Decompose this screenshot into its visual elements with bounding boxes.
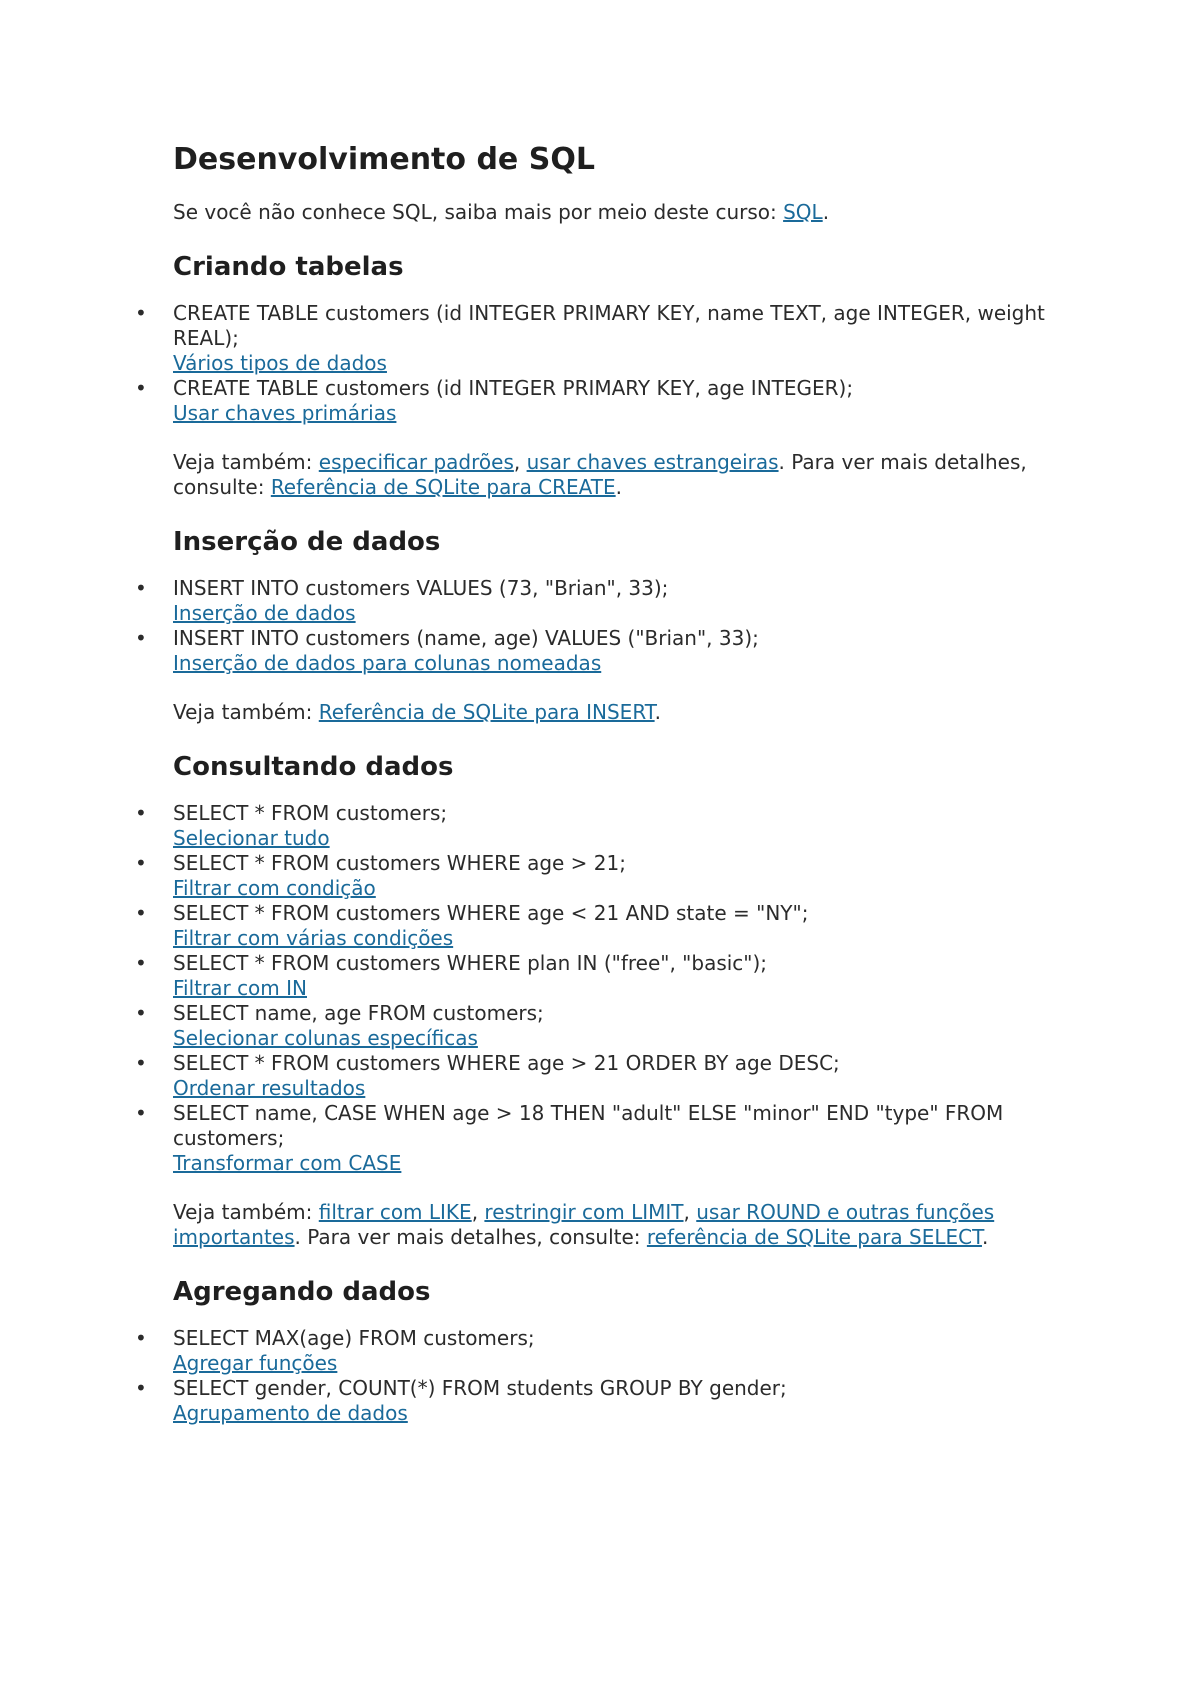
list-item [135,1051,1053,1101]
see-also-end: . [654,700,661,724]
link-selecionar-colunas[interactable]: Selecionar colunas específicas [173,1026,478,1050]
bullet-icon: • [135,1051,147,1075]
link-transformar-com-case[interactable]: Transformar com CASE [173,1151,402,1175]
link-varios-tipos-de-dados[interactable]: Vários tipos de dados [173,351,387,375]
list-item [135,951,1053,1001]
list-item [135,376,1053,426]
list-item [135,1001,1053,1051]
heading-insercao-de-dados: Inserção de dados [173,527,441,557]
link-especificar-padroes[interactable]: especificar padrões [318,450,514,474]
see-also-middle: . Para ver mais detalhes, consulte: [294,1225,647,1249]
list-item [135,851,1053,901]
bullet-icon: • [135,1001,147,1025]
link-filtrar-com-condicao[interactable]: Filtrar com condição [173,876,376,900]
link-usar-chaves-estrangeiras[interactable]: usar chaves estrangeiras [526,450,779,474]
see-also-end: . [981,1225,989,1249]
link-agregar-funcoes[interactable]: Agregar funções [173,1351,338,1375]
sql-code: SELECT name, age FROM customers; [173,1001,544,1025]
bullet-icon: • [135,301,147,325]
see-also-prefix: Veja também: [173,1200,319,1224]
list-consultando-dados [135,801,1053,1176]
link-usar-round[interactable]: usar ROUND e outras funções importantes [173,1200,995,1249]
bullet-icon: • [135,376,147,400]
list-item [135,576,1053,626]
see-also-insert [173,700,1053,725]
document-page [135,142,1053,1426]
link-insercao-colunas-nomeadas[interactable]: Inserção de dados para colunas nomeadas [173,651,602,675]
link-filtrar-varias-condicoes[interactable]: Filtrar com várias condições [173,926,454,950]
sql-code: SELECT * FROM customers; [173,801,448,825]
sql-code: SELECT * FROM customers WHERE age < 21 AND state = "NY"; [173,901,809,925]
list-item [135,1376,1053,1426]
bullet-icon: • [135,626,147,650]
sql-course-link[interactable]: SQL [783,200,823,224]
link-restringir-com-limit[interactable]: restringir com LIMIT [484,1200,684,1224]
see-also-middle: . Para ver mais detalhes, consulte: [173,450,1027,499]
sql-code: SELECT name, CASE WHEN age > 18 THEN "adult" ELSE "minor" END "type" FROM customers; [173,1101,1004,1150]
bullet-icon: • [135,1326,147,1350]
list-criando-tabelas [135,301,1053,426]
link-filtrar-com-in[interactable]: Filtrar com IN [173,976,307,1000]
sql-code: SELECT MAX(age) FROM customers; [173,1326,535,1350]
list-item [135,801,1053,851]
see-also-create [173,450,1053,500]
separator: , [513,450,527,474]
link-ordenar-resultados[interactable]: Ordenar resultados [173,1076,366,1100]
see-also-prefix: Veja também: [173,450,319,474]
heading-agregando-dados: Agregando dados [173,1277,431,1307]
list-item [135,1101,1053,1176]
link-agrupamento-de-dados[interactable]: Agrupamento de dados [173,1401,408,1425]
sql-code: SELECT * FROM customers WHERE plan IN ("free", "basic"); [173,951,768,975]
heading-consultando-dados: Consultando dados [173,752,454,782]
intro-end: . [822,200,830,224]
heading-criando-tabelas: Criando tabelas [173,252,404,282]
separator: , [471,1200,485,1224]
bullet-icon: • [135,801,147,825]
bullet-icon: • [135,901,147,925]
link-filtrar-com-like[interactable]: filtrar com LIKE [318,1200,472,1224]
list-item [135,301,1053,376]
list-item [135,626,1053,676]
separator: , [683,1200,697,1224]
page-title: Desenvolvimento de SQL [173,142,595,177]
see-also-end: . [615,475,623,499]
list-insercao-de-dados [135,576,1053,676]
sql-code: INSERT INTO customers VALUES (73, "Brian", 33); [173,576,669,600]
sql-code: INSERT INTO customers (name, age) VALUES ("Brian", 33); [173,626,759,650]
sql-code: CREATE TABLE customers (id INTEGER PRIMARY KEY, age INTEGER); [173,376,854,400]
bullet-icon: • [135,1376,147,1400]
link-insercao-de-dados[interactable]: Inserção de dados [173,601,356,625]
intro-paragraph [173,200,1053,225]
list-item [135,901,1053,951]
bullet-icon: • [135,851,147,875]
sql-code: CREATE TABLE customers (id INTEGER PRIMARY KEY, name TEXT, age INTEGER, weight REAL); [173,301,1045,350]
list-agregando-dados [135,1326,1053,1426]
link-usar-chaves-primarias[interactable]: Usar chaves primárias [173,401,397,425]
see-also-select [173,1200,1053,1250]
link-referencia-sqlite-insert[interactable]: Referência de SQLite para INSERT [318,700,655,724]
sql-code: SELECT * FROM customers WHERE age > 21; [173,851,626,875]
bullet-icon: • [135,576,147,600]
list-item [135,1326,1053,1376]
see-also-prefix: Veja também: [173,700,319,724]
bullet-icon: • [135,951,147,975]
intro-text: Se você não conhece SQL, saiba mais por meio deste curso: [173,200,784,224]
sql-code: SELECT * FROM customers WHERE age > 21 ORDER BY age DESC; [173,1051,840,1075]
bullet-icon: • [135,1101,147,1125]
sql-code: SELECT gender, COUNT(*) FROM students GROUP BY gender; [173,1376,787,1400]
link-selecionar-tudo[interactable]: Selecionar tudo [173,826,330,850]
link-referencia-sqlite-select[interactable]: referência de SQLite para SELECT [646,1225,982,1249]
link-referencia-sqlite-create[interactable]: Referência de SQLite para CREATE [270,475,616,499]
